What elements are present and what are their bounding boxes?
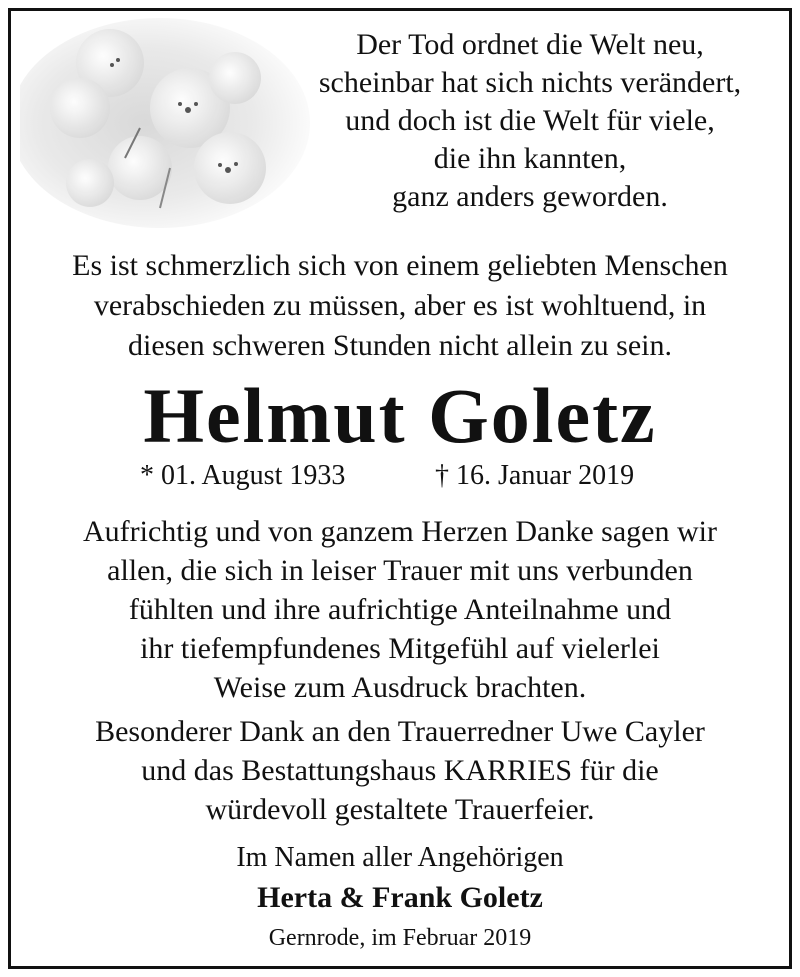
poem-line: Der Tod ordnet die Welt neu, <box>356 28 704 61</box>
thanks-paragraph <box>0 512 800 707</box>
poem-line: scheinbar hat sich nichts verändert, <box>318 66 742 99</box>
intro-line: diesen schweren Stunden nicht allein zu sein. <box>127 329 672 362</box>
intro-paragraph <box>0 246 800 366</box>
thanks-line: ihr tiefempfundenes Mitgefühl auf vielerlei <box>140 632 660 665</box>
intro-line: Es ist schmerzlich sich von einem geliebten Menschen <box>72 249 728 282</box>
special-thanks-line: und das Bestattungshaus KARRIES für die <box>141 754 659 787</box>
thanks-line: allen, die sich in leiser Trauer mit uns verbunden <box>107 554 693 587</box>
death-date: † 16. Januar 2019 <box>435 460 635 491</box>
signature-intro: Im Namen aller Angehörigen <box>236 842 564 873</box>
thanks-line: Weise zum Ausdruck brachten. <box>213 671 587 704</box>
special-thanks-paragraph <box>0 712 800 829</box>
poem-line: und doch ist die Welt für viele, <box>345 104 715 137</box>
special-thanks-line: Besonderer Dank an den Trauerredner Uwe Cayler <box>95 715 705 748</box>
thanks-line: fühlten und ihre aufrichtige Anteilnahme und <box>128 593 672 626</box>
special-thanks-line: würdevoll gestaltete Trauerfeier. <box>205 793 595 826</box>
intro-line: verabschieden zu müssen, aber es ist wohltuend, in <box>93 289 707 322</box>
signature-names: Herta & Frank Goletz <box>257 881 543 914</box>
poem-line: die ihn kannten, <box>433 142 627 175</box>
thanks-line: Aufrichtig und von ganzem Herzen Danke sagen wir <box>83 515 717 548</box>
deceased-name: Helmut Goletz <box>143 372 657 459</box>
place-date: Gernrode, im Februar 2019 <box>268 925 532 951</box>
birth-date: * 01. August 1933 <box>140 460 346 491</box>
poem <box>250 26 800 216</box>
poem-line: ganz anders geworden. <box>392 180 668 213</box>
